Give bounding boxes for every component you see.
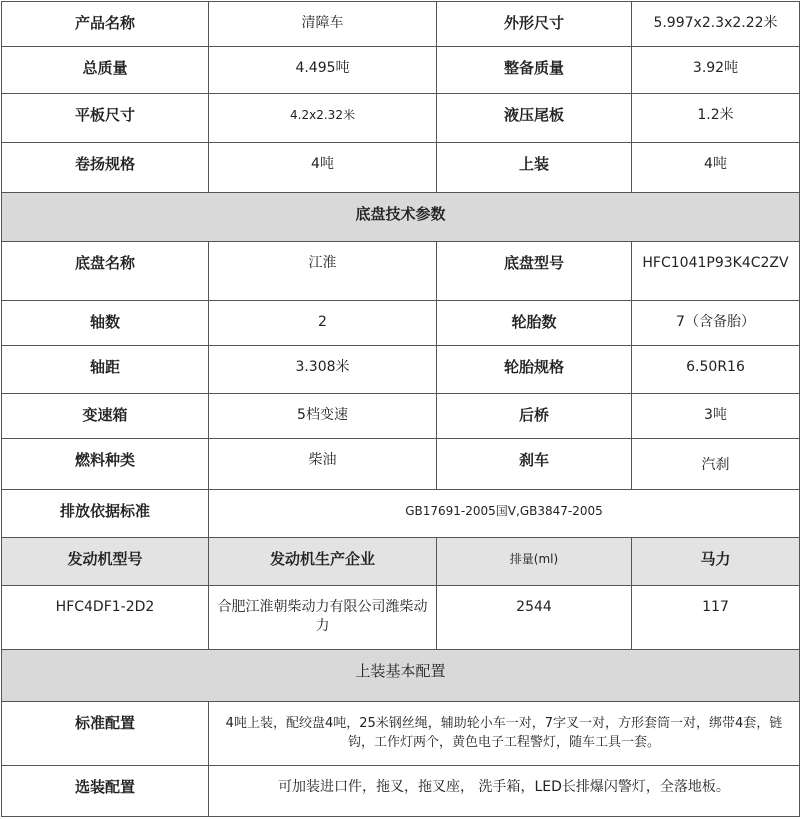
optional-config-label: 选装配置 — [2, 766, 209, 817]
dimensions-value: 5.997x2.3x2.22米 — [632, 2, 800, 47]
chassis-section-title: 底盘技术参数 — [2, 193, 800, 242]
standard-config-value: 4吨上装，配绞盘4吨，25米钢丝绳，辅助轮小车一对，7字叉一对，方形套筒一对，绑带4套，链钩，工作灯两个，黄色电子工程警灯，随车工具一套。 — [209, 702, 800, 766]
gearbox-value: 5档变速 — [209, 394, 437, 439]
chassis-name-label: 底盘名称 — [2, 242, 209, 301]
tire-spec-value: 6.50R16 — [632, 346, 800, 394]
horsepower-header: 马力 — [632, 538, 800, 586]
upper-section-row — [2, 650, 800, 702]
chassis-model-value: HFC1041P93K4C2ZV — [632, 242, 800, 301]
engine-model-header: 发动机型号 — [2, 538, 209, 586]
engine-value-row — [2, 586, 800, 650]
wheelbase-value: 3.308米 — [209, 346, 437, 394]
platform-size-value: 4.2x2.32米 — [209, 94, 437, 143]
emission-standard-label: 排放依据标准 — [2, 490, 209, 538]
tire-spec-label: 轮胎规格 — [437, 346, 632, 394]
hydraulic-tailboard-value: 1.2米 — [632, 94, 800, 143]
rear-axle-label: 后桥 — [437, 394, 632, 439]
total-mass-label: 总质量 — [2, 47, 209, 94]
brake-label: 刹车 — [437, 439, 632, 490]
standard-config-label: 标准配置 — [2, 702, 209, 766]
chassis-row-gearbox — [2, 394, 800, 439]
product-name-label: 产品名称 — [2, 2, 209, 47]
displacement-value: 2544 — [437, 586, 632, 650]
emission-standard-value: GB17691-2005国V,GB3847-2005 — [209, 490, 800, 538]
upper-body-label: 上装 — [437, 143, 632, 193]
spec-row-platform — [2, 94, 800, 143]
dimensions-label: 外形尺寸 — [437, 2, 632, 47]
optional-config-row — [2, 766, 800, 817]
engine-model-value: HFC4DF1-2D2 — [2, 586, 209, 650]
curb-weight-value: 3.92吨 — [632, 47, 800, 94]
engine-header-row — [2, 538, 800, 586]
product-name-value: 清障车 — [209, 2, 437, 47]
optional-config-value: 可加装进口件，拖叉，拖叉座， 洗手箱，LED长排爆闪警灯，全落地板。 — [209, 766, 800, 817]
spec-table — [1, 1, 800, 817]
chassis-row-name — [2, 242, 800, 301]
chassis-row-axles — [2, 301, 800, 346]
spec-row-winch — [2, 143, 800, 193]
gearbox-label: 变速箱 — [2, 394, 209, 439]
platform-size-label: 平板尺寸 — [2, 94, 209, 143]
spec-row-product — [2, 2, 800, 47]
total-mass-value: 4.495吨 — [209, 47, 437, 94]
tire-count-label: 轮胎数 — [437, 301, 632, 346]
winch-spec-label: 卷扬规格 — [2, 143, 209, 193]
chassis-row-wheelbase — [2, 346, 800, 394]
horsepower-value: 117 — [632, 586, 800, 650]
fuel-type-value: 柴油 — [209, 439, 437, 490]
chassis-name-value: 江淮 — [209, 242, 437, 301]
winch-spec-value: 4吨 — [209, 143, 437, 193]
axle-count-value: 2 — [209, 301, 437, 346]
tire-count-value: 7（含备胎） — [632, 301, 800, 346]
engine-maker-header: 发动机生产企业 — [209, 538, 437, 586]
fuel-type-label: 燃料种类 — [2, 439, 209, 490]
rear-axle-value: 3吨 — [632, 394, 800, 439]
engine-maker-value: 合肥江淮朝柴动力有限公司潍柴动力 — [209, 586, 437, 650]
brake-value: 汽刹 — [632, 439, 800, 490]
chassis-row-fuel — [2, 439, 800, 490]
upper-section-title: 上装基本配置 — [2, 650, 800, 702]
hydraulic-tailboard-label: 液压尾板 — [437, 94, 632, 143]
standard-config-row — [2, 702, 800, 766]
axle-count-label: 轴数 — [2, 301, 209, 346]
upper-body-value: 4吨 — [632, 143, 800, 193]
chassis-model-label: 底盘型号 — [437, 242, 632, 301]
chassis-row-emission — [2, 490, 800, 538]
displacement-header: 排量(ml) — [437, 538, 632, 586]
curb-weight-label: 整备质量 — [437, 47, 632, 94]
spec-row-weight — [2, 47, 800, 94]
chassis-section-row — [2, 193, 800, 242]
wheelbase-label: 轴距 — [2, 346, 209, 394]
